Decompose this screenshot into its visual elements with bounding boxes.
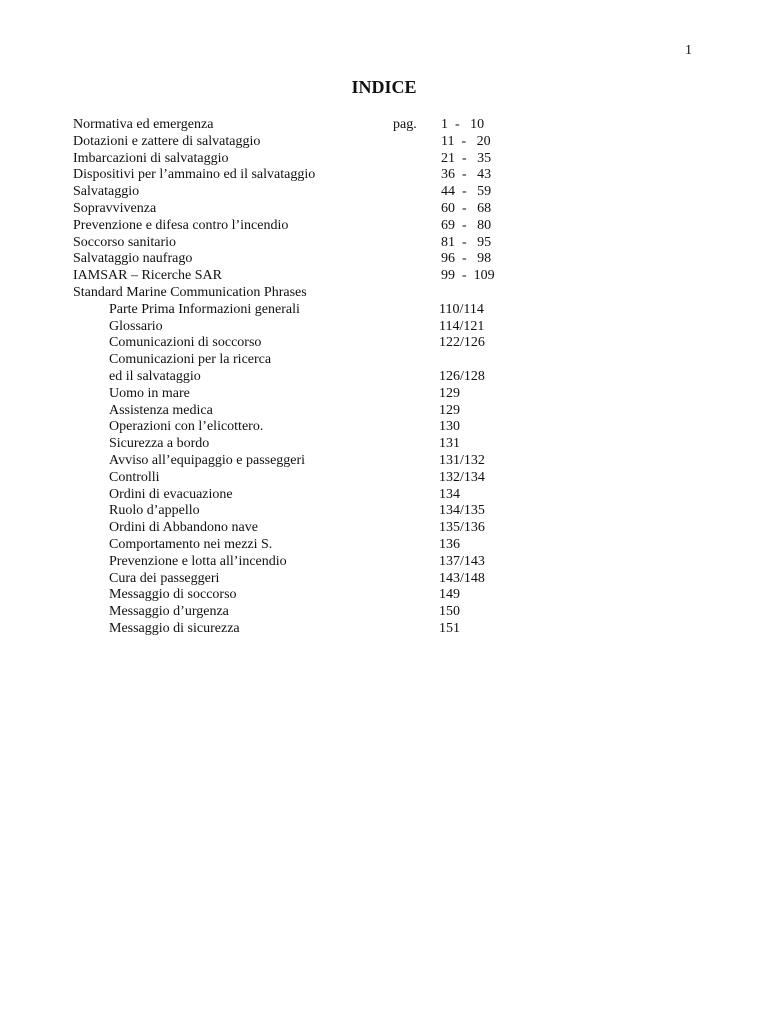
toc-sub-entry-label: Ruolo d’appello [109, 503, 200, 519]
toc-entry [73, 166, 768, 183]
toc-entry-label: Dispositivi per l’ammaino ed il salvataggio [73, 167, 316, 183]
toc-sub-entry-pages: 151 [439, 621, 460, 636]
toc-sub-entry-label: ed il salvataggio [109, 369, 201, 384]
toc-entry-pages: 99 - 109 [441, 268, 495, 284]
toc-sub-entry-pages: 122/126 [439, 335, 485, 351]
toc-sub-entry-pages: 126/128 [439, 369, 485, 384]
toc-entry-pages: 60 - 68 [441, 201, 492, 216]
toc-entry [73, 284, 768, 301]
toc-entry [73, 200, 768, 217]
toc-sub-entry-pages: 134 [439, 486, 460, 502]
toc-sub-entry-label: Operazioni con l’elicottero. [109, 419, 264, 435]
toc-sub-entry-label: Messaggio di soccorso [109, 587, 237, 603]
toc-sub-entry [109, 519, 768, 536]
toc-entry-label: Normativa ed emergenza [73, 117, 214, 132]
document-title: INDICE [351, 77, 417, 97]
toc-sub-entry-pages: 132/134 [439, 469, 485, 485]
toc-entry [73, 150, 768, 167]
toc-sub-entry-pages: 110/114 [439, 301, 484, 317]
toc-sub-entry [109, 418, 768, 435]
toc-sub-entry [109, 435, 768, 452]
toc-sub-entry-label: Assistenza medica [109, 402, 213, 418]
toc-sub-entry [109, 385, 768, 402]
toc-sub-entry-label: Parte Prima Informazioni generali [109, 301, 300, 317]
toc-sub-entry-label: Messaggio d’urgenza [109, 604, 229, 620]
toc-entry-label: Salvataggio [73, 184, 140, 200]
toc-sub-entry [109, 334, 768, 351]
toc-entry-pages: 21 - 35 [441, 150, 492, 166]
toc-sub-entry-label: Ordini di evacuazione [109, 486, 233, 502]
toc-sub-entry-pages: 136 [439, 537, 460, 552]
toc-sub-entry-label: Comunicazioni di soccorso [109, 335, 262, 351]
toc-sub-entry-pages: 114/121 [439, 318, 485, 334]
toc-sub-entry [109, 368, 768, 385]
toc-sub-entry [109, 536, 768, 553]
toc-entry-pages: 1 - 10 [441, 117, 485, 132]
toc-entry-label: Imbarcazioni di salvataggio [73, 150, 229, 166]
toc-sub-entry [109, 402, 768, 419]
toc-sub-entry [109, 620, 768, 637]
toc-entry-label: Dotazioni e zattere di salvataggio [73, 133, 261, 149]
pag-prefix: pag. [393, 117, 417, 132]
toc-sub-entry-pages: 130 [439, 419, 460, 435]
toc-entry-label: Sopravvivenza [73, 201, 157, 216]
toc-sub-entry [109, 318, 768, 335]
toc-entry-label: Soccorso sanitario [73, 234, 177, 250]
page-number: 1 [685, 43, 692, 58]
toc-entry [73, 116, 768, 133]
toc-entry-label: IAMSAR – Ricerche SAR [73, 268, 222, 284]
toc-entry [73, 267, 768, 284]
toc-sub-entry-label: Avviso all’equipaggio e passeggeri [109, 453, 306, 468]
toc-sub-entry-pages: 129 [439, 385, 460, 401]
toc-sub-entry-label: Cura dei passeggeri [109, 570, 220, 586]
toc-entry-label: Salvataggio naufrago [73, 251, 193, 267]
toc-sub-entry [109, 570, 768, 587]
toc-sub-entry [109, 301, 768, 318]
toc-entry [73, 250, 768, 267]
toc-sub-entry-label: Ordini di Abbandono nave [109, 520, 258, 536]
toc-sub-entry [109, 603, 768, 620]
toc-entry [73, 217, 768, 234]
toc-sub-entry-label: Comportamento nei mezzi S. [109, 537, 273, 552]
toc-entry-pages: 69 - 80 [441, 217, 492, 233]
toc-sub-entry-pages: 137/143 [439, 553, 485, 569]
toc-sub-entry-pages: 134/135 [439, 503, 485, 519]
toc-entry-pages: 96 - 98 [441, 251, 492, 267]
toc-sub-entry-label: Glossario [109, 318, 163, 334]
toc-sub-entry-label: Controlli [109, 469, 160, 485]
toc-sub-entry-pages: 143/148 [439, 570, 485, 586]
toc-sub-entry-label: Prevenzione e lotta all’incendio [109, 553, 287, 569]
toc-sub-entry-pages: 131/132 [439, 453, 485, 468]
toc-sub-entry [109, 502, 768, 519]
toc-sub-entry-label: Uomo in mare [109, 385, 190, 401]
toc-sub-entry-pages: 131 [439, 436, 460, 452]
toc-sub-entry [109, 486, 768, 503]
toc-entry-label: Standard Marine Communication Phrases [73, 285, 307, 300]
toc-sub-entry [109, 469, 768, 486]
toc-sub-entry-label: Sicurezza a bordo [109, 436, 210, 452]
toc-entry [73, 234, 768, 251]
toc-sub-entry-pages: 150 [439, 604, 460, 620]
toc-sub-entry-pages: 149 [439, 587, 460, 603]
toc-sub-entry-label: Comunicazioni per la ricerca [109, 352, 272, 368]
toc-entry [73, 133, 768, 150]
toc-entry-pages: 44 - 59 [441, 184, 492, 200]
toc-sub-entry-label: Messaggio di sicurezza [109, 621, 240, 636]
toc-entry-pages: 36 - 43 [441, 167, 492, 183]
toc-entry-label: Prevenzione e difesa contro l’incendio [73, 217, 289, 233]
toc-sub-entry [109, 351, 768, 368]
toc-sub-entry [109, 553, 768, 570]
toc-sub-entry-pages: 135/136 [439, 520, 485, 536]
toc-entry [73, 183, 768, 200]
toc-sub-entry-pages: 129 [439, 402, 460, 418]
toc-entry-pages: 11 - 20 [441, 133, 491, 149]
toc-entry-pages: 81 - 95 [441, 234, 492, 250]
toc-sub-entry [109, 452, 768, 469]
toc-sub-entry [109, 586, 768, 603]
